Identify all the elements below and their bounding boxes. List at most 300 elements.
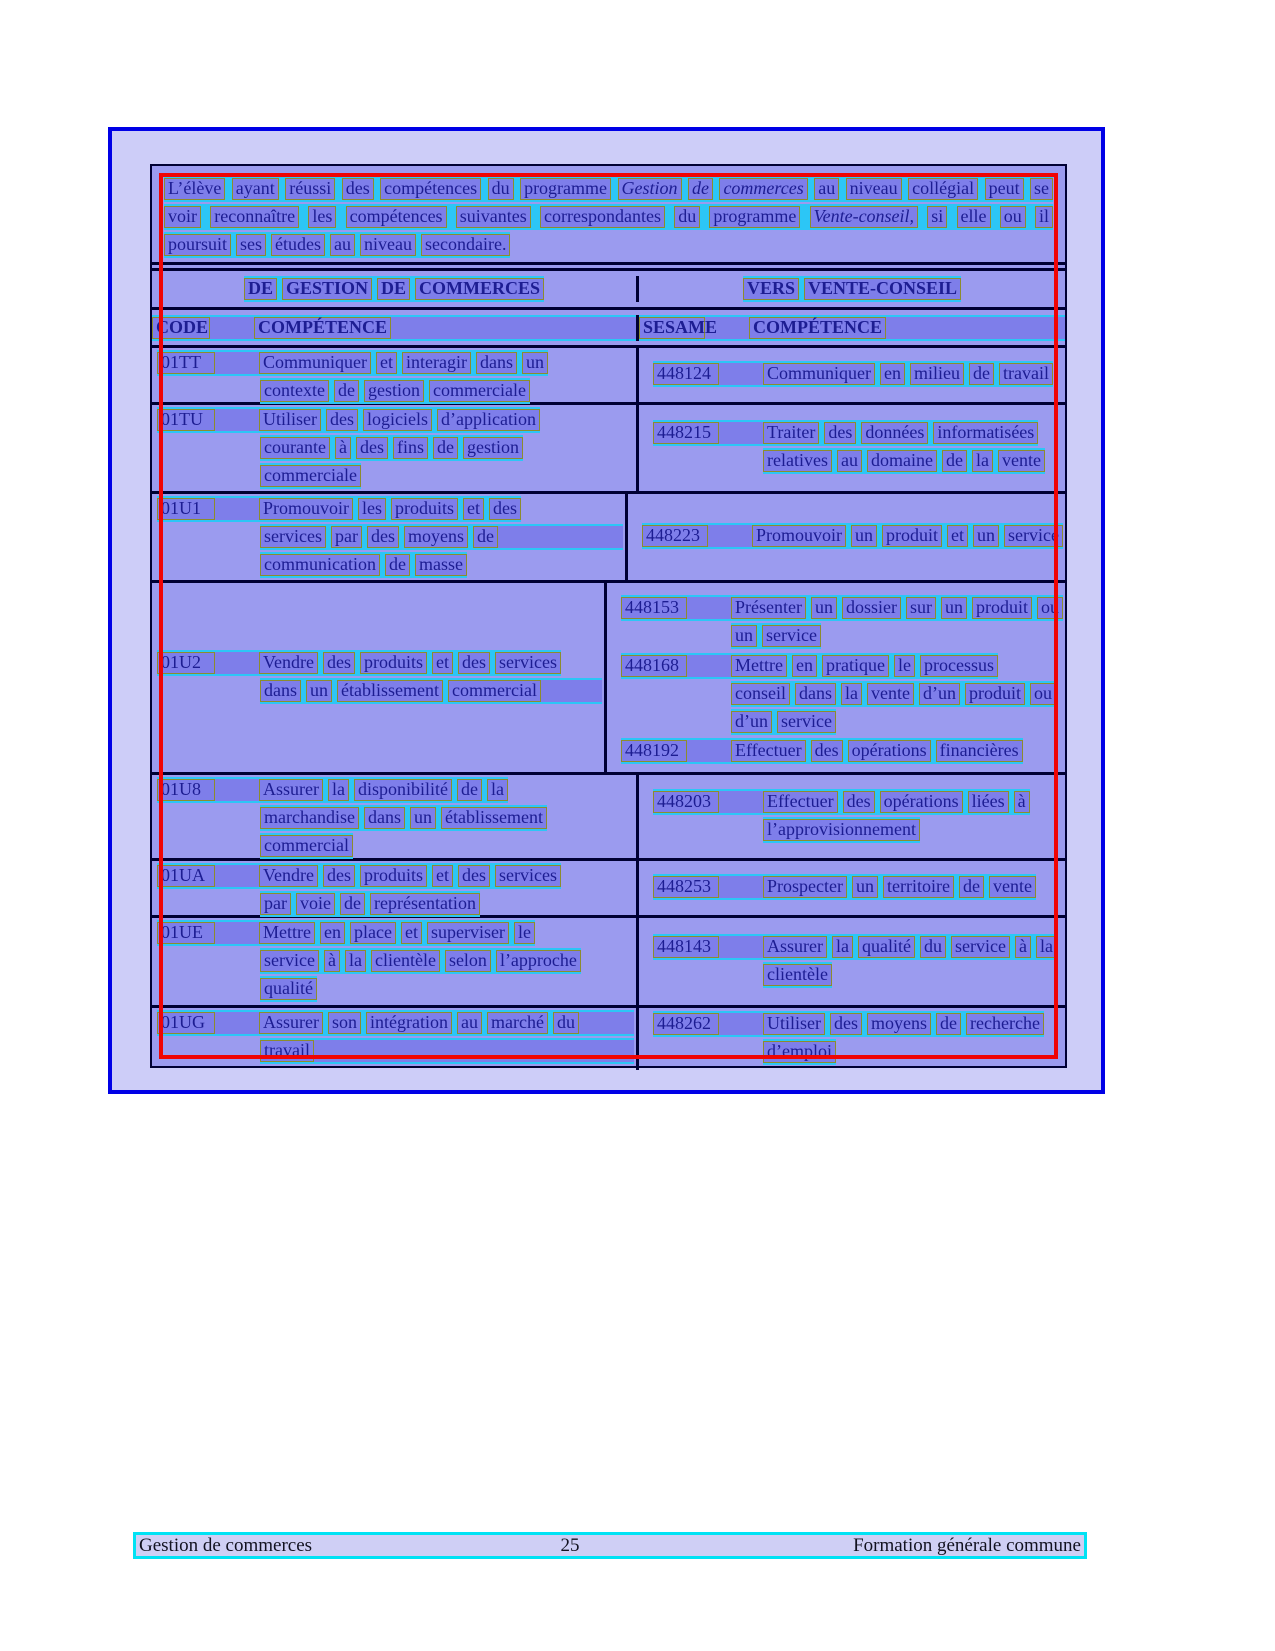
word-box: service <box>762 625 821 647</box>
sesame-entry <box>653 789 1063 845</box>
text-line-row <box>653 1011 1063 1037</box>
word-box: la <box>972 450 993 472</box>
word-box: des <box>830 1013 862 1035</box>
sesame-entry <box>653 1011 1063 1067</box>
word-box: service <box>1004 525 1063 547</box>
word-box: services <box>495 652 561 674</box>
word-box: établissement <box>441 807 547 829</box>
cell-code-competence <box>152 775 639 858</box>
word-box: commercial <box>260 835 353 857</box>
word-box: la <box>487 779 508 801</box>
line-trail <box>579 1012 634 1034</box>
word-box: programme <box>709 206 800 228</box>
word-box: financières <box>936 740 1023 762</box>
word-box: en <box>880 363 905 385</box>
text-line <box>157 863 561 889</box>
cell-code-competence <box>152 405 639 491</box>
word-box: des <box>843 791 875 813</box>
text-line-row <box>157 863 634 889</box>
word-box: du <box>553 1012 579 1034</box>
word-box: Vendre <box>259 865 318 887</box>
text-line-row <box>653 874 1063 900</box>
word-box: COMPÉTENCE <box>749 317 886 339</box>
word-box: Assurer <box>259 779 323 801</box>
word-box: conseil <box>731 683 790 705</box>
table-row <box>152 1008 1065 1070</box>
word-box: commerciale <box>260 465 361 487</box>
word-box: ou <box>1037 597 1063 619</box>
cell-code-competence <box>152 583 607 772</box>
text-line <box>157 496 521 522</box>
word-box: ou <box>1030 683 1056 705</box>
word-box: et <box>463 498 484 520</box>
word-box: Vente-conseil, <box>810 206 918 228</box>
code-box: 01U1 <box>157 498 215 520</box>
text-line <box>164 204 1053 230</box>
word-box: au <box>837 450 862 472</box>
word-box: un <box>410 807 436 829</box>
text-line-row <box>157 552 623 578</box>
word-box: Mettre <box>731 655 787 677</box>
text-line-row <box>152 276 636 302</box>
text-line <box>260 463 361 489</box>
text-line <box>621 595 1063 621</box>
word-box: dans <box>795 683 836 705</box>
text-line-row <box>157 805 634 831</box>
space-marker <box>947 206 956 228</box>
space-marker <box>665 206 674 228</box>
text-line-row <box>621 595 1063 621</box>
cell-sesame-competence <box>639 1008 1065 1070</box>
text-line <box>260 948 581 974</box>
word-box: au <box>457 1012 482 1034</box>
text-line-row <box>157 650 602 676</box>
text-line-row <box>653 1039 1063 1065</box>
space-marker <box>531 206 540 228</box>
cell-code-competence <box>152 918 639 1005</box>
code-box: 448215 <box>653 422 719 444</box>
word-box: par <box>260 893 291 915</box>
word-box: Utiliser <box>259 409 321 431</box>
word-box: opérations <box>880 791 963 813</box>
word-box: un <box>851 525 877 547</box>
cell-code-competence <box>152 861 639 915</box>
word-box: DE <box>244 278 277 300</box>
tab-gap <box>719 876 763 898</box>
line-trail <box>498 526 623 548</box>
footer-right-text: Formation générale commune <box>853 1534 1081 1556</box>
text-line <box>653 1011 1044 1037</box>
space-marker <box>299 206 308 228</box>
code-box: 448253 <box>653 876 719 898</box>
word-box: dans <box>364 807 405 829</box>
text-line <box>157 350 548 376</box>
tab-gap <box>210 317 254 339</box>
word-box: les <box>358 498 386 520</box>
text-line <box>244 276 544 302</box>
word-box: des <box>458 652 490 674</box>
space-marker <box>918 206 927 228</box>
document-region <box>150 164 1067 1068</box>
word-box: le <box>894 655 915 677</box>
word-box: en <box>792 655 817 677</box>
word-box: établissement <box>337 680 443 702</box>
word-box: Vendre <box>259 652 318 674</box>
word-box: informatisées <box>933 422 1038 444</box>
text-line <box>653 789 1030 815</box>
word-box: au <box>814 178 839 200</box>
word-box: produit <box>972 597 1032 619</box>
text-line <box>731 681 1056 707</box>
table-row <box>152 775 1065 861</box>
word-box: des <box>323 652 355 674</box>
word-box: des <box>323 865 355 887</box>
text-line <box>639 315 1065 341</box>
word-box: L’élève <box>164 178 225 200</box>
word-box: des <box>367 526 399 548</box>
page-number: 25 <box>560 1534 580 1556</box>
word-box: des <box>326 409 358 431</box>
text-line <box>731 709 836 735</box>
text-line-row <box>157 891 634 917</box>
group-header-row <box>152 271 1065 310</box>
word-box: fins <box>393 437 428 459</box>
text-line-row <box>157 496 623 522</box>
word-box: études <box>271 234 325 256</box>
word-box: un <box>973 525 999 547</box>
word-box: moyens <box>867 1013 931 1035</box>
table-row <box>152 494 1065 583</box>
word-box: les <box>308 206 336 228</box>
word-box: au <box>330 234 355 256</box>
word-box: Traiter <box>763 422 819 444</box>
word-box: de <box>334 380 359 402</box>
word-box: travail <box>260 1040 314 1062</box>
text-line-row <box>164 176 1053 202</box>
word-box: d’un <box>919 683 960 705</box>
text-line-row <box>152 315 636 341</box>
tab-gap <box>215 865 259 887</box>
word-box: courante <box>260 437 330 459</box>
word-box: marchandise <box>260 807 359 829</box>
competency-table <box>152 268 1065 1070</box>
table-row <box>152 348 1065 405</box>
text-line-row <box>157 350 634 376</box>
word-box: à <box>335 437 351 459</box>
word-box: la <box>328 779 349 801</box>
word-box: gestion <box>463 437 523 459</box>
column-header-row <box>152 310 1065 348</box>
word-box: de <box>473 526 498 548</box>
word-box: Gestion <box>618 178 682 200</box>
word-box: et <box>432 652 453 674</box>
word-box: reconnaître <box>210 206 299 228</box>
word-box: voie <box>296 893 335 915</box>
word-box: service <box>951 936 1010 958</box>
text-line-row <box>157 678 602 704</box>
sesame-entry <box>621 653 1063 737</box>
word-box: d’emploi <box>763 1041 836 1063</box>
word-box: niveau <box>846 178 902 200</box>
word-box: des <box>458 865 490 887</box>
word-box: processus <box>920 655 998 677</box>
text-line-row <box>157 407 634 433</box>
word-box: à <box>1015 936 1031 958</box>
text-line-row <box>157 524 623 550</box>
column-header-right <box>639 315 1065 341</box>
code-box: 448223 <box>642 525 708 547</box>
word-box: un <box>811 597 837 619</box>
column-header-left <box>152 315 639 341</box>
text-line-row <box>653 420 1063 446</box>
word-box: un <box>852 876 878 898</box>
code-box: 01U2 <box>157 652 215 674</box>
word-box: Assurer <box>259 1012 323 1034</box>
tab-gap <box>687 597 731 619</box>
text-line <box>157 650 561 676</box>
word-box: sur <box>906 597 936 619</box>
text-line <box>157 777 508 803</box>
word-box: la <box>841 683 862 705</box>
word-box: vente <box>998 450 1045 472</box>
word-box: intégration <box>366 1012 452 1034</box>
text-line-row <box>157 378 634 404</box>
text-line-row <box>653 361 1063 387</box>
word-box: un <box>522 352 548 374</box>
text-line <box>164 176 1053 202</box>
word-box: se <box>1030 178 1053 200</box>
text-line-row <box>639 315 1065 341</box>
line-trail <box>391 317 636 339</box>
word-box: niveau <box>360 234 416 256</box>
word-box: en <box>320 922 345 944</box>
word-box: et <box>401 922 422 944</box>
text-line-row <box>157 976 634 1002</box>
table-row <box>152 405 1065 494</box>
word-box: des <box>356 437 388 459</box>
cell-sesame-competence <box>628 494 1065 580</box>
word-box: la <box>1036 936 1057 958</box>
cell-sesame-competence <box>639 405 1065 491</box>
space-marker <box>201 206 210 228</box>
word-box: Effectuer <box>763 791 838 813</box>
text-line-row <box>157 777 634 803</box>
text-line-row <box>621 709 1063 735</box>
word-box: COMMERCES <box>415 278 544 300</box>
word-box: ayant <box>232 178 279 200</box>
tab-gap <box>215 352 259 374</box>
text-line-row <box>621 653 1063 679</box>
word-box: Effectuer <box>731 740 806 762</box>
text-line-row <box>157 463 634 489</box>
word-box: l’approche <box>496 950 581 972</box>
word-box: réussi <box>285 178 335 200</box>
tab-gap <box>215 409 259 431</box>
word-box: place <box>350 922 396 944</box>
word-box: de <box>340 893 365 915</box>
code-box: CODE <box>152 317 210 339</box>
text-line-row <box>164 204 1053 230</box>
line-trail <box>541 680 602 702</box>
word-box: services <box>260 526 326 548</box>
code-box: 01U8 <box>157 779 215 801</box>
text-line <box>157 920 535 946</box>
word-box: compétences <box>346 206 447 228</box>
word-box: de <box>959 876 984 898</box>
tab-gap <box>215 922 259 944</box>
word-box: dossier <box>842 597 901 619</box>
text-line <box>260 552 467 578</box>
word-box: qualité <box>260 978 317 1000</box>
word-box: à <box>1014 791 1030 813</box>
word-box: interagir <box>402 352 471 374</box>
word-box: collégial <box>908 178 978 200</box>
space-marker <box>991 206 1000 228</box>
footer-left-text: Gestion de commerces <box>139 1534 313 1556</box>
text-line <box>260 833 353 859</box>
text-line <box>642 523 1063 549</box>
text-line-row <box>157 1010 634 1036</box>
word-box: Communiquer <box>259 352 371 374</box>
text-line-row <box>157 833 634 859</box>
word-box: clientèle <box>763 964 832 986</box>
tab-gap <box>215 779 259 801</box>
space-marker <box>1026 206 1035 228</box>
word-box: contexte <box>260 380 329 402</box>
intro-paragraph <box>152 166 1065 265</box>
word-box: selon <box>445 950 491 972</box>
text-line <box>152 315 636 341</box>
text-line <box>731 623 821 649</box>
cell-code-competence <box>152 348 639 402</box>
tab-gap <box>705 317 749 339</box>
word-box: secondaire. <box>421 234 510 256</box>
text-line-row <box>653 934 1063 960</box>
sesame-entry <box>653 934 1063 990</box>
word-box: commerces <box>719 178 807 200</box>
text-line <box>260 976 317 1002</box>
word-box: l’approvisionnement <box>763 819 920 841</box>
text-line <box>621 653 998 679</box>
word-box: la <box>832 936 853 958</box>
text-line-row <box>157 435 634 461</box>
text-line <box>743 276 961 302</box>
word-box: milieu <box>910 363 964 385</box>
group-header-right <box>639 276 1065 302</box>
cell-sesame-competence <box>607 583 1065 772</box>
text-line-row <box>621 681 1063 707</box>
sesame-entry <box>621 738 1063 766</box>
word-box: clientèle <box>371 950 440 972</box>
word-box: d’application <box>437 409 540 431</box>
sesame-entry <box>653 420 1063 476</box>
word-box: marché <box>487 1012 548 1034</box>
page-border <box>108 127 1105 1094</box>
word-box: Communiquer <box>763 363 875 385</box>
word-box: voir <box>164 206 201 228</box>
text-line-row <box>621 623 1063 649</box>
word-box: liées <box>968 791 1009 813</box>
word-box: pratique <box>822 655 889 677</box>
text-line <box>260 435 523 461</box>
word-box: vente <box>867 683 914 705</box>
word-box: gestion <box>364 380 424 402</box>
text-line <box>260 891 480 917</box>
word-box: masse <box>415 554 467 576</box>
text-line <box>157 1010 634 1036</box>
code-box: 448192 <box>621 740 687 762</box>
word-box: commercial <box>448 680 541 702</box>
word-box: et <box>947 525 968 547</box>
sesame-entry <box>621 595 1063 651</box>
tab-gap <box>719 791 763 813</box>
word-box: communication <box>260 554 380 576</box>
word-box: Assurer <box>763 936 827 958</box>
word-box: un <box>306 680 332 702</box>
tab-gap <box>708 525 752 547</box>
word-box: produit <box>965 683 1025 705</box>
word-box: logiciels <box>363 409 432 431</box>
text-line-row <box>157 1038 634 1064</box>
word-box: un <box>941 597 967 619</box>
code-box: 01UG <box>157 1012 215 1034</box>
table-row <box>152 861 1065 918</box>
word-box: programme <box>520 178 611 200</box>
tab-gap <box>215 498 259 520</box>
code-box: 01TU <box>157 409 215 431</box>
word-box: par <box>331 526 362 548</box>
text-line <box>260 1038 634 1064</box>
page-footer <box>133 1532 1087 1559</box>
word-box: de <box>942 450 967 472</box>
word-box: produits <box>360 865 427 887</box>
word-box: du <box>674 206 700 228</box>
sesame-entry <box>653 361 1063 389</box>
code-box: 448203 <box>653 791 719 813</box>
line-trail <box>314 1040 634 1062</box>
code-box: 01UA <box>157 865 215 887</box>
word-box: d’un <box>731 711 772 733</box>
table-row <box>152 583 1065 775</box>
text-line <box>653 874 1036 900</box>
word-box: représentation <box>370 893 480 915</box>
word-box: COMPÉTENCE <box>254 317 391 339</box>
word-box: compétences <box>380 178 481 200</box>
word-box: de <box>457 779 482 801</box>
word-box: opérations <box>848 740 931 762</box>
text-line <box>763 1039 836 1065</box>
word-box: produit <box>882 525 942 547</box>
word-box: Promouvoir <box>259 498 353 520</box>
text-line-row <box>653 817 1063 843</box>
word-box: disponibilité <box>354 779 452 801</box>
text-line <box>653 361 1053 387</box>
code-box: 448143 <box>653 936 719 958</box>
code-box: 01TT <box>157 352 215 374</box>
word-box: poursuit <box>164 234 231 256</box>
word-box: produits <box>391 498 458 520</box>
sesame-entry <box>653 874 1063 902</box>
text-line <box>260 524 623 550</box>
word-box: de <box>385 554 410 576</box>
text-line <box>621 738 1023 764</box>
word-box: correspondantes <box>540 206 665 228</box>
tab-gap <box>215 1012 259 1034</box>
word-box: DE <box>377 278 410 300</box>
word-box: Présenter <box>731 597 806 619</box>
space-marker <box>336 206 345 228</box>
tab-gap <box>215 652 259 674</box>
